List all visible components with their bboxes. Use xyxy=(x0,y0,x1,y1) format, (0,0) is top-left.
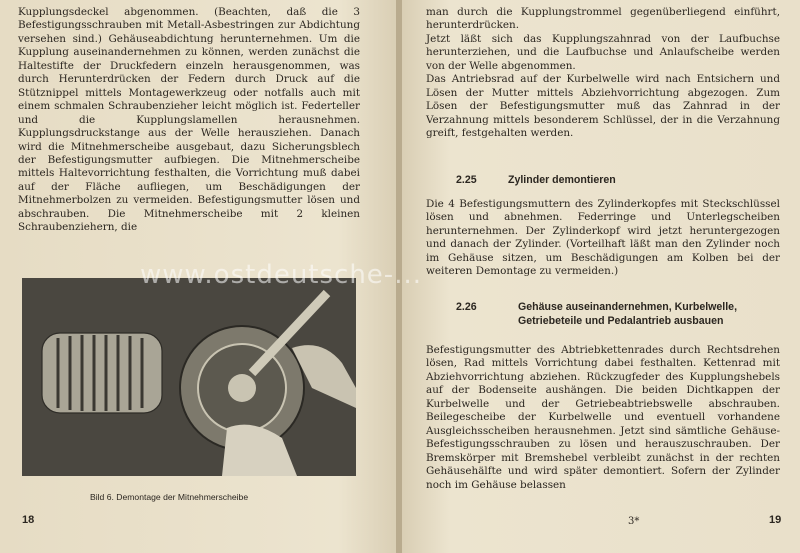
section-title-225: Zylinder demontieren xyxy=(508,174,616,186)
right-paragraph-1: man durch die Kupplungstrommel gegenüberliegend einführt, herunterdrücken. xyxy=(426,6,780,32)
watermark-text: www.ostdeutsche-... xyxy=(140,260,422,290)
engine-photo xyxy=(22,278,356,476)
right-page xyxy=(402,0,800,553)
section-number-226: 2.26 xyxy=(456,301,477,313)
right-body-text-top xyxy=(426,6,780,141)
section-225-paragraph: Die 4 Befestigungsmuttern des Zylinderkopfes mit Steckschlüssel lösen und abnehmen. Federringe und Unterlegscheiben herunternehmen. Der Zylinderkopf wird jetzt heruntergezogen und danach der Zylinder. (Vorteilhaft läßt man den Zylinder noch im Gehäuse sitzen, um Beschädigungen am Kolben bei der weiteren Demontage zu vermeiden.) xyxy=(426,198,780,278)
signature-mark: 3* xyxy=(628,516,640,527)
section-title-226: Gehäuse auseinandernehmen, Kurbelwelle, Getriebeteile und Pedalantrieb ausbauen xyxy=(518,301,738,327)
section-226-body xyxy=(426,344,780,492)
section-225-body xyxy=(426,198,780,279)
page-number-left: 18 xyxy=(22,514,35,526)
engine-photo-illustration xyxy=(22,278,356,476)
section-number-225: 2.25 xyxy=(456,174,477,186)
right-paragraph-3: Das Antriebsrad auf der Kurbelwelle wird nach Entsichern und Lösen der Mutter mittels Abziehvorrichtung abgezogen. Zum Lösen der Befestigungsmutter muß das Zahnrad in der Verzahnung mittels besonderem Schlüssel, der in die Verzahnung greift, festgehalten werden. xyxy=(426,73,780,140)
right-paragraph-2: Jetzt läßt sich das Kupplungszahnrad von der Laufbuchse herunterziehen, und die Laufbuchse und Anlaufscheibe werden von der Welle abgenommen. xyxy=(426,32,780,72)
left-body-text xyxy=(18,6,360,235)
figure-caption: Bild 6. Demontage der Mitnehmerscheibe xyxy=(90,492,249,502)
section-226-paragraph: Befestigungsmutter des Abtriebkettenrades durch Rechtsdrehen lösen, Rad mittels Vorrichtung dabei festhalten. Kettenrad mit Abziehvorrichtung abziehen. Rückzugfeder des Kupplungshebels auf der Bodenseite aushängen. Die beiden Dichtkappen der Kurbelwelle und der Getriebeabtriebswelle abschrauben. Beilegescheibe der Kurbelwelle und eventuell vorhandene Ausgleichsscheiben herausnehmen. Jetzt sind sämtliche Gehäuse-Befestigungsschrauben zu lösen und herauszuschrauben. Der Bremskörper mit Bremshebel verbleibt zunächst in der rechten Gehäusehälfte und wird später demontiert. Sofern der Zylinder noch im Gehäuse belassen xyxy=(426,344,780,491)
page-number-right: 19 xyxy=(769,514,782,526)
left-paragraph: Kupplungsdeckel abgenommen. (Beachten, daß die 3 Befestigungsschrauben mit Metall-Asbestringen zur Abdichtung versehen sind.) Gehäuseabdichtung herunternehmen. Um die Kupplung auseinandernehmen zu können, werden zunächst die Haltestifte der Druckfedern einzeln herausgenommen, was durch Herunterdrücken der Federn durch Druck auf die Stütznippel mittels Montagewerkzeug oder notfalls auch mit einem schmalen Schraubenzieher leicht möglich ist. Federteller und die Kupplungslamellen herausnehmen. Kupplungsdruckstange aus der Welle herausziehen. Danach wird die Mitnehmerscheibe ausgebaut, dazu Sicherungsblech der Befestigungsmutter aufbiegen. Die Mitnehmerscheibe mittels Haltevorrichtung festhalten, die Vorrichtung muß dabei auf der Fläche aufliegen, um Beschädigungen der Mitnehmerbolzen zu vermeiden. Befestigungsmutter lösen und abschrauben. Die Mitnehmerscheibe mit 2 kleinen Schraubenziehern, die xyxy=(18,6,360,234)
